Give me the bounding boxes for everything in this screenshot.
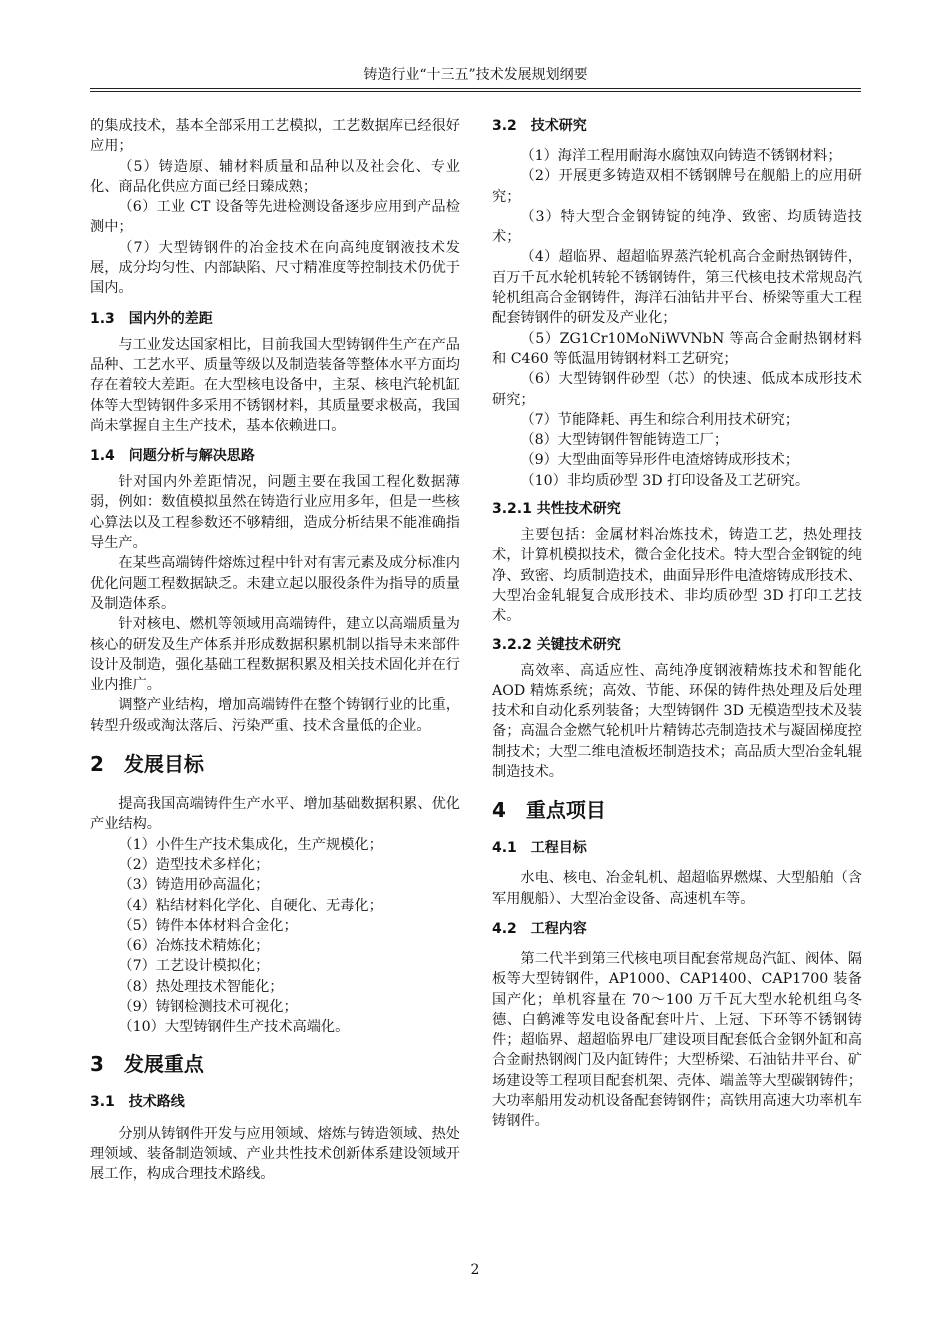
section-heading-3-2-2: 3.2.2 关键技术研究 xyxy=(492,636,621,653)
section-heading-4-1: 4.1 工程目标 xyxy=(492,840,587,857)
chapter-heading-2: 2 发展目标 xyxy=(90,752,204,777)
left-column xyxy=(90,116,460,1184)
section-heading-3-2-1: 3.2.1 共性技术研究 xyxy=(492,501,621,518)
paragraph: 水电、核电、冶金轧机、超超临界燃煤、大型船舶（含军用舰船）、大型冶金设备、高速机车等。 xyxy=(492,870,862,907)
paragraph: 调整产业结构，增加高端铸件在整个铸钢行业的比重，转型升级或淘汰落后、污染严重、技术含量低的企业。 xyxy=(90,697,460,734)
research-item: （5）ZG1Cr10MoNiWVNbN 等高合金耐热钢材料和 C460 等低温用铸钢材料工艺研究； xyxy=(492,330,862,367)
research-item: （6）大型铸钢件砂型（芯）的快速、低成本成形技术研究； xyxy=(492,371,862,408)
research-item: （8）大型铸钢件智能铸造工厂； xyxy=(520,432,729,449)
research-item: （3）特大型合金钢铸锭的纯净、致密、均质铸造技术； xyxy=(492,208,862,246)
goal-item: （3）铸造用砂高温化； xyxy=(118,877,270,894)
paragraph: 分别从铸钢件开发与应用领域、熔炼与铸造领域、热处理领域、装备制造领域、产业共性技术创新体系建设领域开展工作，构成合理技术路线。 xyxy=(90,1125,460,1183)
chapter-heading-3: 3 发展重点 xyxy=(90,1051,204,1076)
list-item: （6）工业 CT 设备等先进检测设备逐步应用到产品检测中； xyxy=(90,199,460,236)
list-item: （5）铸造原、辅材料质量和品种以及社会化、专业化、商品化供应方面已经日臻成熟； xyxy=(90,158,460,195)
goal-item: （4）粘结材料化学化、自硬化、无毒化； xyxy=(118,897,383,914)
goal-item: （6）冶炼技术精炼化； xyxy=(118,938,270,955)
right-column xyxy=(492,116,862,1132)
research-item: （1）海洋工程用耐海水腐蚀双向铸造不锈钢材料； xyxy=(520,148,842,164)
paragraph: 主要包括：金属材料冶炼技术，铸造工艺，热处理技术，计算机模拟技术，微合金化技术。特大型合金钢锭的纯净、致密、均质制造技术，曲面异形件电渣熔铸成形技术、大型冶金轧辊复合成形技术、非均质砂型 3D 打印工艺技术。 xyxy=(492,527,862,625)
paragraph: 第二代半到第三代核电项目配套常规岛汽缸、阀体、隔板等大型铸钢件，AP1000、CAP1400、CAP1700 装备国产化；单机容量在 70～100 万千瓦大型水轮机组乌冬德、白鹤滩等发电设备配套叶片、上冠、下环等不锈钢铸件；超临界、超超临界电厂建设项目配套低合金钢外缸和高合金耐热钢阀门及内缸铸件；大型桥梁、石油钻井平台、矿场建设等工程项目配套机架、壳体、端盖等大型碳钢铸件；大功率船用发动机设备配套铸钢件；高铁用高速大功率机车铸钢件。 xyxy=(492,950,862,1130)
paragraph: 针对核电、燃机等领域用高端铸件，建立以高端质量为核心的研发及生产体系并形成数据积累机制以指导未来部件设计及制造，强化基础工程数据积累及相关技术固化并在行业内推广。 xyxy=(90,616,460,694)
section-heading-1-4: 1.4 问题分析与解决思路 xyxy=(90,448,255,465)
section-heading-3-2: 3.2 技术研究 xyxy=(492,118,587,134)
research-item: （7）节能降耗、再生和综合利用技术研究； xyxy=(520,411,799,428)
list-item: （7）大型铸钢件的冶金技术在向高纯度钢液技术发展，成分均匀性、内部缺陷、尺寸精准度等控制技术仍优于国内。 xyxy=(90,239,460,297)
goal-item: （5）铸件本体材料合金化； xyxy=(118,917,298,934)
paragraph: 提高我国高端铸件生产水平、增加基础数据积累、优化产业结构。 xyxy=(90,796,460,833)
paragraph: 高效率、高适应性、高纯净度钢液精炼技术和智能化 AOD 精炼系统；高效、节能、环保的铸件热处理及后处理技术和自动化系列装备；大型铸钢件 3D 无模造型技术及装备；高温合金燃气轮机叶片精铸芯壳制造技术与凝固梯度控制技术；大型二维电渣板坯制造技术；高品质大型冶金轧辊制造技术。 xyxy=(492,662,862,781)
goal-item: （1）小件生产技术集成化，生产规模化； xyxy=(118,836,383,853)
paragraph: 的集成技术，基本全部采用工艺模拟，工艺数据库已经很好应用； xyxy=(90,118,460,155)
section-heading-4-2: 4.2 工程内容 xyxy=(492,920,587,937)
running-header: 铸造行业“十三五”技术发展规划纲要 xyxy=(90,64,861,89)
paragraph: 针对国内外差距情况，问题主要在我国工程化数据薄弱，例如：数值模拟虽然在铸造行业应用多年，但是一些核心算法以及工程参数还不够精细，造成分析结果不能准确指导生产。 xyxy=(90,474,460,552)
paragraph: 与工业发达国家相比，目前我国大型铸钢件生产在产品品种、工艺水平、质量等级以及制造装备等整体水平方面均存在着较大差距。在大型核电设备中，主泵、核电汽轮机缸体等大型铸钢件多采用不锈钢材料，其质量要求极高，我国尚未掌握自主生产技术，基本依赖进口。 xyxy=(90,336,460,434)
section-heading-1-3: 1.3 国内外的差距 xyxy=(90,310,213,327)
goal-item: （9）铸钢检测技术可视化； xyxy=(118,998,298,1015)
research-item: （10）非均质砂型 3D 打印设备及工艺研究。 xyxy=(520,472,810,489)
research-item: （2）开展更多铸造双相不锈钢牌号在舰船上的应用研究； xyxy=(492,168,862,205)
goal-item: （2）造型技术多样化； xyxy=(118,856,270,873)
research-item: （4）超临界、超超临界蒸汽轮机高合金耐热钢铸件，百万千瓦水轮机转轮不锈钢铸件，第三代核电技术常规岛汽轮机组高合金钢铸件，海洋石油钻井平台、桥梁等重大工程配套铸钢件的研发及产业化； xyxy=(492,249,862,327)
chapter-heading-4: 4 重点项目 xyxy=(492,798,606,823)
goal-item: （8）热处理技术智能化； xyxy=(118,978,284,995)
research-item: （9）大型曲面等异形件电渣熔铸成形技术； xyxy=(520,452,799,469)
goal-item: （7）工艺设计模拟化； xyxy=(118,958,270,975)
goal-item: （10）大型铸钢件生产技术高端化。 xyxy=(118,1019,350,1036)
section-heading-3-1: 3.1 技术路线 xyxy=(90,1093,185,1110)
page-number: 2 xyxy=(470,1262,480,1278)
paragraph: 在某些高端铸件熔炼过程中针对有害元素及成分标准内优化问题工程数据缺乏。未建立起以服役条件为指导的质量及制造体系。 xyxy=(90,555,460,612)
